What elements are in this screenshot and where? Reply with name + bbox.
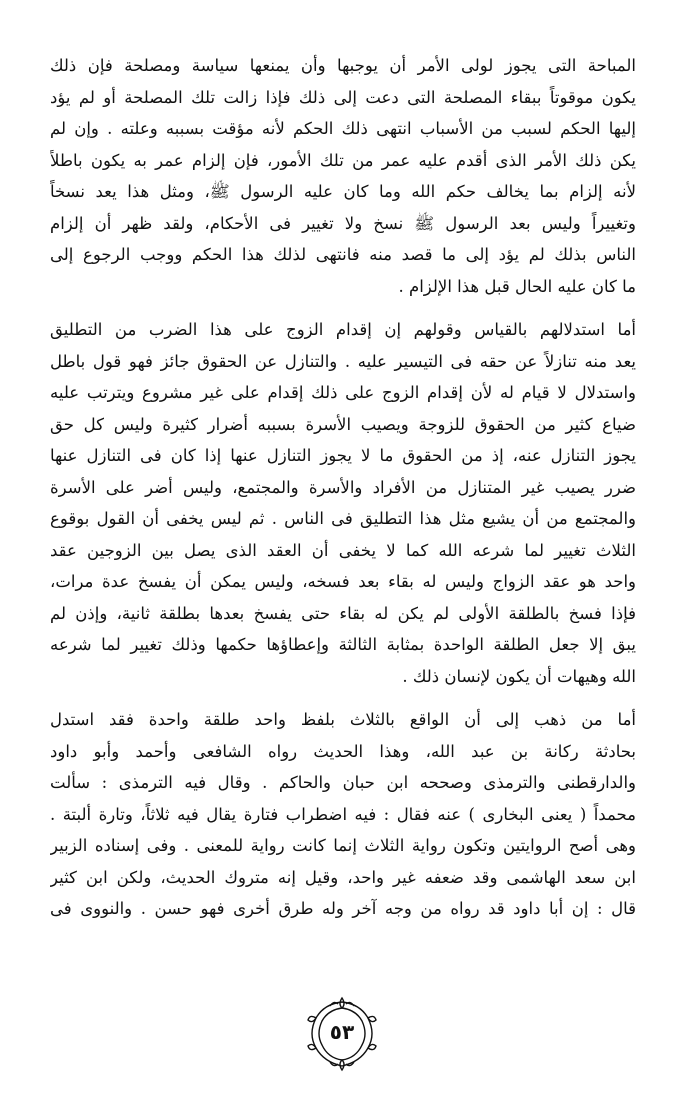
text-line: أما من ذهب إلى أن الواقع بالثلاث بلفظ واحد طلقة واحدة فقد استدل [50,710,636,729]
paragraph-1 [50,50,636,302]
text-line: الثلاث تغيير لما شرعه الله كما لا يخفى أن العقد الذى يصل بين الزوجين عقد [50,540,636,560]
text-line: فإذا فسخ بالطلقة الأولى لم يكن له بقاء حتى يفسخ بعدها بطلقة ثانية، وإذن لم [50,603,636,623]
text-line: ضرر يصيب غير المتنازل من الأفراد والأسرة والمجتمع، وليس أضر على الأسرة [50,477,636,497]
text-line: ضياع كثير من الحقوق للزوجة ويصيب الأسرة بسببه أضرار كثيرة وليس كل حق [50,414,636,434]
text-line: لأنه إلزام بما يخالف حكم الله وما كان عليه الرسول ﷺ، ومثل هذا يعد نسخاً [50,182,636,201]
page-number-ornament [302,996,382,1076]
text-line: ما كان عليه الحال قبل هذا الإلزام . [398,276,636,296]
text-line: قال : إن أبا داود قد رواه من وجه آخر وله طرق أخرى فهو حسن . والنووى فى [50,899,636,918]
text-line: والدارقطنى والترمذى وصححه ابن حبان والحاكم . وقال فيه الترمذى : سألت [50,773,636,792]
page-number: ٥٣ [329,1020,355,1044]
text-line: ابن سعد الهاشمى وقد ضعفه غير واحد، وقيل إنه متروك الحديث، ولكن ابن كثير [50,867,636,887]
text-line: الناس بذلك لم يؤد إلى ما قصد منه فانتهى لذلك هذا الحكم ووجب الرجوع إلى [50,245,636,264]
paragraph-3 [50,704,636,925]
text-line: إليها الحكم لسبب من الأسباب انتهى ذلك الحكم لأنه مؤقت بسببه وعلته . وإن لم [50,119,636,138]
text-line: المباحة التى يجوز لولى الأمر أن يوجبها وأن يمنعها سياسة ومصلحة فإن ذلك [50,56,636,75]
text-line: يكون موقوتاً ببقاء المصلحة التى دعت إلى ذلك فإذا زالت تلك المصلحة أو لم يؤد [50,87,636,107]
text-line: واستدلال لا قيام له لأن إقدام الزوج على ذلك إقدام على غير مشروع ويترتب عليه [50,383,636,402]
text-line: أما استدلالهم بالقياس وقولهم إن إقدام الزوج على هذا الضرب من التطليق [50,320,636,339]
text-line: والمجتمع من أن يشيع مثل هذا التطليق فى الناس . ثم ليس يخفى أن القول بوقوع [50,509,636,528]
text-line: يجوز التنازل عنه، إذ من الحقوق ما لا يجوز التنازل عنها إذا كان فى التنازل عنها [50,446,636,465]
text-line: محمداً ( يعنى البخارى ) عنه فقال : فيه اضطراب فتارة يقال فيه ثلاثاً، وتارة ألبتة . [50,804,636,824]
document-body [50,50,636,925]
paragraph-2 [50,314,636,692]
text-line: يعد منه تنازلاً عن حقه فى التيسير عليه . والتنازل عن الحقوق جائز فهو قول باطل [50,351,636,371]
text-line: يبق إلا جعل الطلقة الواحدة بمثابة الثالثة وإعطاؤها حكمها وذلك تغيير لما شرعه [50,635,636,654]
text-line: الله وهيهات أن يكون لإنسان ذلك . [402,666,636,686]
text-line: وتغييراً وليس بعد الرسول ﷺ نسخ ولا تغيير فى الأحكام، ولقد ظهر أن إلزام [50,213,636,233]
text-line: يكن ذلك الأمر الذى أقدم عليه عمر من تلك الأمور، فإن إلزام عمر به يكون باطلاً [50,150,636,170]
text-line: بحادثة ركانة بن عبد الله، وهذا الحديث رواه الشافعى وأحمد وأبو داود [50,741,636,761]
text-line: واحد هو عقد الزواج وليس له بقاء بعد فسخه، وليس يمكن أن يفسخ عدة مرات، [50,572,636,591]
text-line: وهى أصح الروايتين وتكون رواية الثلاث إنما كانت رواية للمعنى . وفى إسناده الزبير [50,836,636,855]
